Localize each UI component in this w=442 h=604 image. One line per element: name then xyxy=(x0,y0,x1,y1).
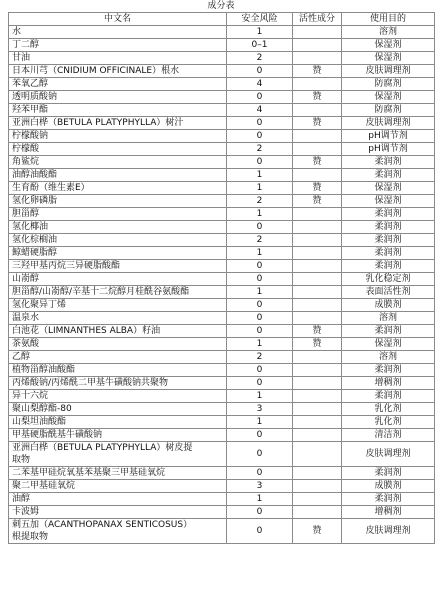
table-row xyxy=(9,221,435,234)
table-row xyxy=(9,429,435,442)
cell-purpose: 溶剂 xyxy=(342,312,435,325)
cell-risk: 1 xyxy=(227,390,293,403)
cell-active xyxy=(293,467,342,480)
cell-purpose: 保湿剂 xyxy=(342,52,435,65)
cell-name: 透明质酸钠 xyxy=(9,91,227,104)
cell-name: 鲸蜡硬脂醇 xyxy=(9,247,227,260)
header-name: 中文名 xyxy=(9,13,227,26)
cell-risk: 1 xyxy=(227,416,293,429)
cell-purpose: 溶剂 xyxy=(342,351,435,364)
cell-active: 赞 xyxy=(293,519,342,544)
cell-risk: 0 xyxy=(227,506,293,519)
cell-name: 白池花（LIMNANTHES ALBA）籽油 xyxy=(9,325,227,338)
cell-purpose: 柔润剂 xyxy=(342,234,435,247)
cell-risk: 0 xyxy=(227,91,293,104)
table-row xyxy=(9,403,435,416)
table-row xyxy=(9,480,435,493)
table-row xyxy=(9,208,435,221)
cell-active xyxy=(293,247,342,260)
cell-purpose: 防腐剂 xyxy=(342,104,435,117)
ingredient-table xyxy=(8,12,435,544)
table-row xyxy=(9,65,435,78)
cell-active xyxy=(293,506,342,519)
cell-purpose: 增稠剂 xyxy=(342,377,435,390)
cell-purpose: 保湿剂 xyxy=(342,91,435,104)
cell-risk: 0 xyxy=(227,260,293,273)
cell-name: 柠檬酸钠 xyxy=(9,130,227,143)
cell-name: 三羟甲基丙烷三异硬脂酸酯 xyxy=(9,260,227,273)
cell-active xyxy=(293,429,342,442)
table-row xyxy=(9,91,435,104)
cell-name: 胆甾醇/山嵛醇/辛基十二烷醇月桂酰谷氨酸酯 xyxy=(9,286,227,299)
cell-active xyxy=(293,143,342,156)
table-row xyxy=(9,325,435,338)
cell-risk: 1 xyxy=(227,338,293,351)
table-row xyxy=(9,286,435,299)
cell-risk: 4 xyxy=(227,78,293,91)
cell-active xyxy=(293,390,342,403)
cell-purpose: 乳化稳定剂 xyxy=(342,273,435,286)
cell-active: 赞 xyxy=(293,117,342,130)
cell-risk: 1 xyxy=(227,169,293,182)
table-row xyxy=(9,312,435,325)
table-row xyxy=(9,390,435,403)
cell-name-line: 刺五加（ACANTHOPANAX SENTICOSUS） xyxy=(12,520,193,530)
table-row xyxy=(9,195,435,208)
cell-risk: 0 xyxy=(227,519,293,544)
cell-risk: 1 xyxy=(227,208,293,221)
cell-purpose: pH调节剂 xyxy=(342,143,435,156)
cell-purpose: 清洁剂 xyxy=(342,429,435,442)
table-row xyxy=(9,467,435,480)
cell-active xyxy=(293,493,342,506)
cell-name: 日本川芎（CNIDIUM OFFICINALE）根水 xyxy=(9,65,227,78)
table-row xyxy=(9,273,435,286)
cell-name: 柠檬酸 xyxy=(9,143,227,156)
cell-purpose: 柔润剂 xyxy=(342,169,435,182)
cell-risk: 1 xyxy=(227,247,293,260)
cell-risk: 1 xyxy=(227,493,293,506)
cell-risk: 2 xyxy=(227,143,293,156)
cell-name: 乙醇 xyxy=(9,351,227,364)
cell-name: 羟苯甲酯 xyxy=(9,104,227,117)
table-row xyxy=(9,78,435,91)
header-purpose: 使用目的 xyxy=(342,13,435,26)
cell-name: 角鲨烷 xyxy=(9,156,227,169)
cell-name: 山嵛醇 xyxy=(9,273,227,286)
cell-risk: 0 xyxy=(227,467,293,480)
table-row xyxy=(9,156,435,169)
cell-purpose: 保湿剂 xyxy=(342,195,435,208)
cell-active xyxy=(293,273,342,286)
cell-name: 卡波姆 xyxy=(9,506,227,519)
table-row xyxy=(9,117,435,130)
cell-name: 生育酚（维生素E） xyxy=(9,182,227,195)
table-row xyxy=(9,234,435,247)
cell-active xyxy=(293,377,342,390)
table-row xyxy=(9,39,435,52)
cell-name: 茶氨酸 xyxy=(9,338,227,351)
table-row xyxy=(9,143,435,156)
cell-name-line: 根提取物 xyxy=(12,532,49,542)
table-row xyxy=(9,52,435,65)
cell-active xyxy=(293,208,342,221)
cell-name-line: 亚洲白桦（BETULA PLATYPHYLLA）树皮提 xyxy=(12,443,193,453)
cell-active: 赞 xyxy=(293,195,342,208)
cell-active xyxy=(293,364,342,377)
cell-purpose: pH调节剂 xyxy=(342,130,435,143)
cell-risk: 1 xyxy=(227,26,293,39)
cell-name: 氢化棕榈油 xyxy=(9,234,227,247)
cell-name xyxy=(9,442,227,467)
cell-active xyxy=(293,260,342,273)
cell-active xyxy=(293,104,342,117)
cell-purpose: 柔润剂 xyxy=(342,493,435,506)
cell-active xyxy=(293,312,342,325)
cell-active xyxy=(293,299,342,312)
cell-name: 丙烯酸钠/丙烯酰二甲基牛磺酸钠共聚物 xyxy=(9,377,227,390)
cell-name: 聚二甲基硅氧烷 xyxy=(9,480,227,493)
cell-purpose: 增稠剂 xyxy=(342,506,435,519)
cell-purpose: 柔润剂 xyxy=(342,156,435,169)
cell-purpose: 成膜剂 xyxy=(342,299,435,312)
cell-risk: 0–1 xyxy=(227,39,293,52)
cell-purpose: 皮肤调理剂 xyxy=(342,519,435,544)
cell-active: 赞 xyxy=(293,338,342,351)
cell-risk: 0 xyxy=(227,130,293,143)
cell-name: 氢化椰油 xyxy=(9,221,227,234)
cell-name: 氢化聚异丁烯 xyxy=(9,299,227,312)
cell-active: 赞 xyxy=(293,91,342,104)
cell-purpose: 皮肤调理剂 xyxy=(342,442,435,467)
cell-risk: 2 xyxy=(227,351,293,364)
cell-active: 赞 xyxy=(293,156,342,169)
table-row xyxy=(9,377,435,390)
table-row xyxy=(9,169,435,182)
table-row xyxy=(9,260,435,273)
cell-active: 赞 xyxy=(293,182,342,195)
cell-name: 胆甾醇 xyxy=(9,208,227,221)
cell-risk: 0 xyxy=(227,442,293,467)
table-row xyxy=(9,442,435,467)
cell-active xyxy=(293,221,342,234)
cell-name: 温泉水 xyxy=(9,312,227,325)
cell-name: 水 xyxy=(9,26,227,39)
cell-risk: 0 xyxy=(227,325,293,338)
cell-risk: 2 xyxy=(227,234,293,247)
cell-risk: 2 xyxy=(227,52,293,65)
cell-purpose: 柔润剂 xyxy=(342,467,435,480)
cell-purpose: 溶剂 xyxy=(342,26,435,39)
cell-risk: 0 xyxy=(227,299,293,312)
cell-name-line: 取物 xyxy=(12,455,31,465)
cell-risk: 0 xyxy=(227,312,293,325)
cell-active xyxy=(293,52,342,65)
cell-active xyxy=(293,169,342,182)
cell-risk: 0 xyxy=(227,221,293,234)
cell-purpose: 防腐剂 xyxy=(342,78,435,91)
cell-active xyxy=(293,286,342,299)
cell-risk: 0 xyxy=(227,156,293,169)
cell-purpose: 柔润剂 xyxy=(342,364,435,377)
table-row xyxy=(9,351,435,364)
cell-purpose: 柔润剂 xyxy=(342,221,435,234)
cell-active xyxy=(293,480,342,493)
cell-name: 甲基硬脂酰基牛磺酸钠 xyxy=(9,429,227,442)
header-active: 活性成分 xyxy=(293,13,342,26)
table-row xyxy=(9,247,435,260)
table-row xyxy=(9,364,435,377)
cell-name: 山梨坦油酸酯 xyxy=(9,416,227,429)
cell-name: 氢化卵磷脂 xyxy=(9,195,227,208)
cell-risk: 0 xyxy=(227,65,293,78)
cell-purpose: 皮肤调理剂 xyxy=(342,65,435,78)
cell-active xyxy=(293,416,342,429)
table-header-row xyxy=(9,13,435,26)
cell-name: 油醇 xyxy=(9,493,227,506)
cell-risk: 1 xyxy=(227,286,293,299)
cell-purpose: 保湿剂 xyxy=(342,182,435,195)
cell-active xyxy=(293,39,342,52)
cell-name: 二苯基甲硅烷氧基苯基聚三甲基硅氧烷 xyxy=(9,467,227,480)
cell-risk: 0 xyxy=(227,364,293,377)
table-row xyxy=(9,416,435,429)
page-title: 成分表 xyxy=(207,1,235,11)
table-row xyxy=(9,493,435,506)
cell-risk: 4 xyxy=(227,104,293,117)
cell-active xyxy=(293,26,342,39)
cell-name: 植物甾醇油酸酯 xyxy=(9,364,227,377)
cell-purpose: 表面活性剂 xyxy=(342,286,435,299)
cell-active xyxy=(293,234,342,247)
cell-active xyxy=(293,78,342,91)
header-risk: 安全风险 xyxy=(227,13,293,26)
cell-purpose: 柔润剂 xyxy=(342,247,435,260)
cell-purpose: 成膜剂 xyxy=(342,480,435,493)
cell-active xyxy=(293,130,342,143)
cell-purpose: 保湿剂 xyxy=(342,338,435,351)
cell-risk: 0 xyxy=(227,117,293,130)
cell-active: 赞 xyxy=(293,65,342,78)
table-row xyxy=(9,182,435,195)
cell-purpose: 保湿剂 xyxy=(342,39,435,52)
cell-purpose: 乳化剂 xyxy=(342,403,435,416)
cell-risk: 0 xyxy=(227,429,293,442)
cell-name: 油醇油酸酯 xyxy=(9,169,227,182)
table-row xyxy=(9,299,435,312)
table-row xyxy=(9,338,435,351)
table-row xyxy=(9,26,435,39)
cell-name: 丁二醇 xyxy=(9,39,227,52)
cell-risk: 1 xyxy=(227,182,293,195)
cell-purpose: 乳化剂 xyxy=(342,416,435,429)
cell-name: 苯氧乙醇 xyxy=(9,78,227,91)
cell-risk: 0 xyxy=(227,377,293,390)
cell-purpose: 皮肤调理剂 xyxy=(342,117,435,130)
cell-name: 异十六烷 xyxy=(9,390,227,403)
cell-name: 甘油 xyxy=(9,52,227,65)
cell-active: 赞 xyxy=(293,325,342,338)
cell-active xyxy=(293,442,342,467)
cell-risk: 0 xyxy=(227,273,293,286)
cell-name: 亚洲白桦（BETULA PLATYPHYLLA）树汁 xyxy=(9,117,227,130)
cell-purpose: 柔润剂 xyxy=(342,390,435,403)
table-row xyxy=(9,506,435,519)
cell-name xyxy=(9,519,227,544)
table-row xyxy=(9,519,435,544)
table-row xyxy=(9,104,435,117)
cell-risk: 2 xyxy=(227,195,293,208)
cell-name: 聚山梨醇酯-80 xyxy=(9,403,227,416)
table-row xyxy=(9,130,435,143)
cell-risk: 3 xyxy=(227,480,293,493)
cell-active xyxy=(293,351,342,364)
cell-purpose: 柔润剂 xyxy=(342,260,435,273)
cell-active xyxy=(293,403,342,416)
cell-purpose: 柔润剂 xyxy=(342,208,435,221)
cell-risk: 3 xyxy=(227,403,293,416)
cell-purpose: 柔润剂 xyxy=(342,325,435,338)
